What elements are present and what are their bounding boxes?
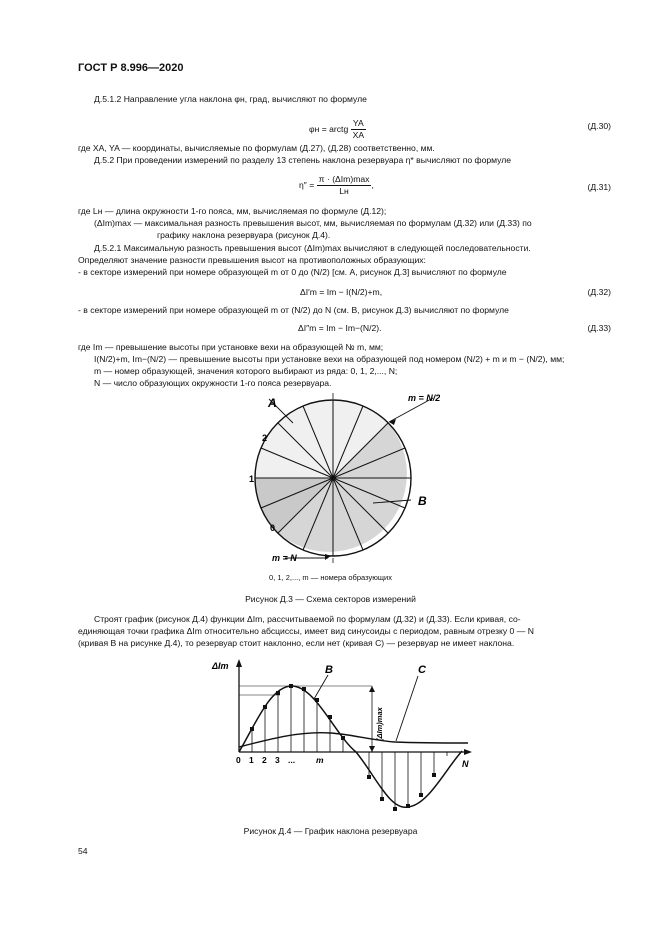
body-line-1: Строят график (рисунок Д.4) функции ΔIm, рассчитываемой по формулам (Д.32) и (Д.33). Если кривая, со-	[94, 614, 521, 624]
body-line-3: (кривая В на рисунке Д.4), то резервуар стоит наклонно, если нет (кривая С) — резервуар не имеет наклона.	[78, 638, 515, 648]
tick-2: 2	[262, 755, 267, 765]
label-b: B	[418, 494, 427, 508]
para-52-where-3: графику наклона резервуара (рисунок Д.4).	[157, 230, 331, 240]
para-5521-p4: - в секторе измерений при номере образующей m от (N/2) до N (см. В, рисунок Д.3) вычисляют по формуле	[78, 305, 509, 315]
figure-d4-tilt-graph	[200, 655, 490, 820]
label-num-0: 0	[270, 523, 276, 533]
x-axis-label: N	[462, 759, 469, 769]
figure-d3-sector-diagram	[240, 385, 440, 570]
tick-dots: ...	[288, 755, 296, 765]
formula-d33-number: (Д.33)	[587, 323, 611, 333]
formula-d30-den: XA	[352, 130, 365, 140]
formula-d32: ΔI′m = Im − I(N/2)+m,	[300, 287, 383, 297]
para-52-where-2: (ΔIm)max — максимальная разность превышения высот, мм, вычисляемая по формулам (Д.32) или (Д.33) по	[94, 218, 532, 228]
para-52-where-1: где Lн — длина окружности 1-го пояса, мм, вычисляемая по формуле (Д.12);	[78, 206, 387, 216]
formula-d30-number: (Д.30)	[587, 121, 611, 131]
x-axis-arrow	[464, 749, 472, 755]
curve-c-label: C	[418, 664, 426, 676]
arrow-mn	[325, 554, 331, 560]
curve-c	[239, 733, 468, 747]
formula-d31-num: π · (ΔIm)max	[318, 174, 370, 184]
formula-d31-tail: ,	[371, 179, 374, 190]
curve-b-label: B	[325, 664, 333, 676]
tick-m: m	[316, 755, 324, 765]
para-512-where: где XA, YA — координаты, вычисляемые по формулам (Д.27), (Д.28) соответственно, мм.	[78, 143, 435, 153]
para-5521-p1: Д.5.2.1 Максимальную разность превышения высот (ΔIm)max вычисляют в следующей последовательности.	[94, 243, 531, 253]
formula-d30-lhs: φн = arctg	[309, 123, 349, 134]
formula-d30-num: YA	[351, 118, 366, 130]
body-line-2: единяющая точки графика ΔIm относительно абсциссы, имеет вид синусоиды с периодом, равным отрезку 0 — N	[78, 626, 534, 636]
formula-d31-lhs: η″ =	[299, 179, 315, 190]
tick-1: 1	[249, 755, 254, 765]
formula-d31-number: (Д.31)	[587, 182, 611, 192]
tick-0: 0	[236, 755, 241, 765]
curve-b	[239, 686, 462, 807]
page-number: 54	[78, 846, 88, 856]
label-num-2: 2	[262, 433, 268, 443]
formula-d31-den: Lн	[339, 186, 349, 196]
max-arrow-bottom	[369, 746, 375, 752]
label-m-n: m = N	[272, 553, 297, 563]
curve-b-leader	[314, 675, 328, 699]
para-5521-w1: где Im — превышение высоты при установке вехи на образующей № m, мм;	[78, 342, 384, 352]
para-5521-w2: I(N/2)+m, Im−(N/2) — превышение высоты при установке вехи на образующей под номером (N/2) + m и m − (N/2), мм;	[94, 354, 565, 364]
formula-d31	[299, 174, 374, 197]
formula-d30	[309, 118, 366, 141]
figure-d3-caption: Рисунок Д.3 — Схема секторов измерений	[245, 594, 416, 604]
label-num-1: 1	[249, 474, 255, 484]
label-a: A	[268, 396, 277, 410]
max-label: (ΔIm)max	[375, 707, 384, 741]
formula-d33: ΔI″m = Im − Im−(N/2).	[298, 323, 382, 333]
doc-header: ГОСТ Р 8.996—2020	[78, 62, 184, 74]
y-axis-label: ΔIm	[212, 661, 229, 671]
max-arrow-top	[369, 686, 375, 692]
formula-d32-number: (Д.32)	[587, 287, 611, 297]
label-m-n2: m = N/2	[408, 393, 440, 403]
y-axis-arrow	[236, 659, 242, 667]
curve-c-leader	[396, 676, 418, 741]
para-5521-p2: Определяют значение разности превышения высот на противоположных образующих:	[78, 255, 426, 265]
para-52-heading: Д.5.2 При проведении измерений по разделу 13 степень наклона резервуара η* вычисляют по формуле	[94, 155, 512, 165]
para-5521-p3: - в секторе измерений при номере образующей m от 0 до (N/2) [см. А, рисунок Д.3] вычисляют по формуле	[78, 267, 507, 277]
para-512-heading: Д.5.1.2 Направление угла наклона φн, град, вычисляют по формуле	[94, 94, 367, 104]
figure-d3-legend: 0, 1, 2,..., m — номера образующих	[269, 573, 392, 582]
para-5521-w3: m — номер образующей, значения которого выбирают из ряда: 0, 1, 2,..., N;	[94, 366, 398, 376]
tick-3: 3	[275, 755, 280, 765]
figure-d4-caption: Рисунок Д.4 — График наклона резервуара	[243, 826, 418, 836]
para-5521-w4: N — число образующих окружности 1-го пояса резервуара.	[94, 378, 332, 388]
